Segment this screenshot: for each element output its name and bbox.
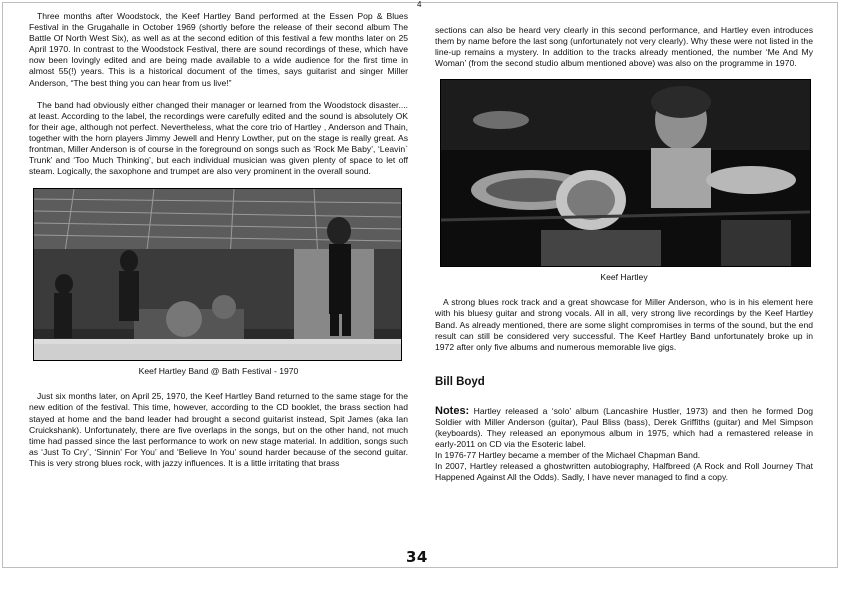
notes-label: Notes:: [435, 404, 470, 417]
right-paragraph-1: sections can also be heard very clearly in this second performance, and Hartley even introduces them by name before the last song (unfortunately not very clearly). Why these were not listed in the line-up remains a mystery. In addition to the tracks already mentioned, the number ‘Me And My Woman’ (from the second studio album mentioned above) was also on the programme in 1970.: [435, 25, 813, 69]
keef-hartley-photo: [440, 79, 811, 267]
page-number: 34: [406, 548, 428, 566]
notes-line-2: In 1976-77 Hartley became a member of the Michael Chapman Band.: [435, 450, 701, 461]
bath-festival-photo: [33, 188, 402, 361]
left-column: [29, 11, 408, 480]
top-page-number: 4: [417, 0, 422, 9]
notes-line-3: In 2007, Hartley released a ghostwritten autobiography, Halfbreed (A Rock and Roll Journey That Happened Against All the Odds). Sadly, I have never managed to find a copy.: [435, 461, 813, 483]
notes-line-1: Hartley released a ‘solo’ album (Lancashire Hustler, 1973) and then he formed Dog Soldier with Miller Anderson (guitar), Paul Bliss (bass), Derek Griffiths (guitar) and Mel Simpson (keyboards). They released an eponymous album in 1975, which had a remastered release in early-2011 on CD via the Esoteric label.: [435, 405, 813, 450]
bath-festival-photo-caption: Keef Hartley Band @ Bath Festival - 1970: [138, 366, 299, 377]
keef-hartley-photo-image: [441, 80, 810, 266]
left-paragraph-2: The band had obviously either changed their manager or learned from the Woodstock disaster.... at least. According to the label, the recordings were carefully edited and the sound is absolutely OK for their age, although not perfect. Nevertheless, what the core trio of Hartley , Anderson and Thain, together with the horn players Jimmy Jewell and Henry Lowther, put on the stage is really great. As frontman, Miller Anderson is of course in the foreground on songs such as ‘Rock Me Baby’, ‘Leavin` Trunk’ and ‘Too Much Thinking’, but each individual musician was given plenty of space to let off steam. Logically, the saxophone and trumpet are also very prominent in the overall sound.: [29, 99, 408, 177]
right-column: [435, 25, 813, 484]
left-paragraph-3: Just six months later, on April 25, 1970, the Keef Hartley Band returned to the same stage for the new edition of the festival. This time, however, according to the CD booklet, the brass section had stayed at home and the band leader had brought a second guitarist instead, Spit James (aka Ian Cruickshank). Unfortunately, there are five overlaps in the songs, but on the other hand, not much time had passed since the last performance to work on new stage material. In addition, songs such as ‘Just To Cry’, ‘Sinnin’ For You’ and ‘Believe In You’ sound harder because of the second guitar. This is very strong blues rock, with jazzy influences. It is a little irritating that brass: [29, 391, 408, 468]
notes-block: [435, 406, 813, 484]
bath-festival-photo-image: [34, 189, 401, 360]
left-paragraph-1: Three months after Woodstock, the Keef Hartley Band performed at the Essen Pop & Blues Festival in the Grugahalle in October 1969 (shortly before the release of their second album The Battle Of North West Six), as well as at the second edition of this festival a few months later on 25 April 1970. In contrast to the Woodstock Festival, there are sound recordings of these, which have now been lovingly edited and are being made available to a wide audience for the first time in almost 55(!) years. This is a historical document of the times, says guitarist and singer Miller Anderson, “The best thing you can hear from us live!”: [29, 11, 408, 88]
right-paragraph-2: A strong blues rock track and a great showcase for Miller Anderson, who is in his element here with his bluesy guitar and strong vocals. All in all, very strong live recordings by the Keef Hartley Band. As already mentioned, there are some slight compromises in terms of the sound, but the end result can still be considered very successful. The Keef Hartley Band unfortunately broke up in 1972 after only five albums and numerous memorable live gigs.: [435, 297, 813, 352]
keef-hartley-photo-caption: Keef Hartley: [600, 272, 648, 283]
author-name: Bill Boyd: [435, 375, 485, 388]
